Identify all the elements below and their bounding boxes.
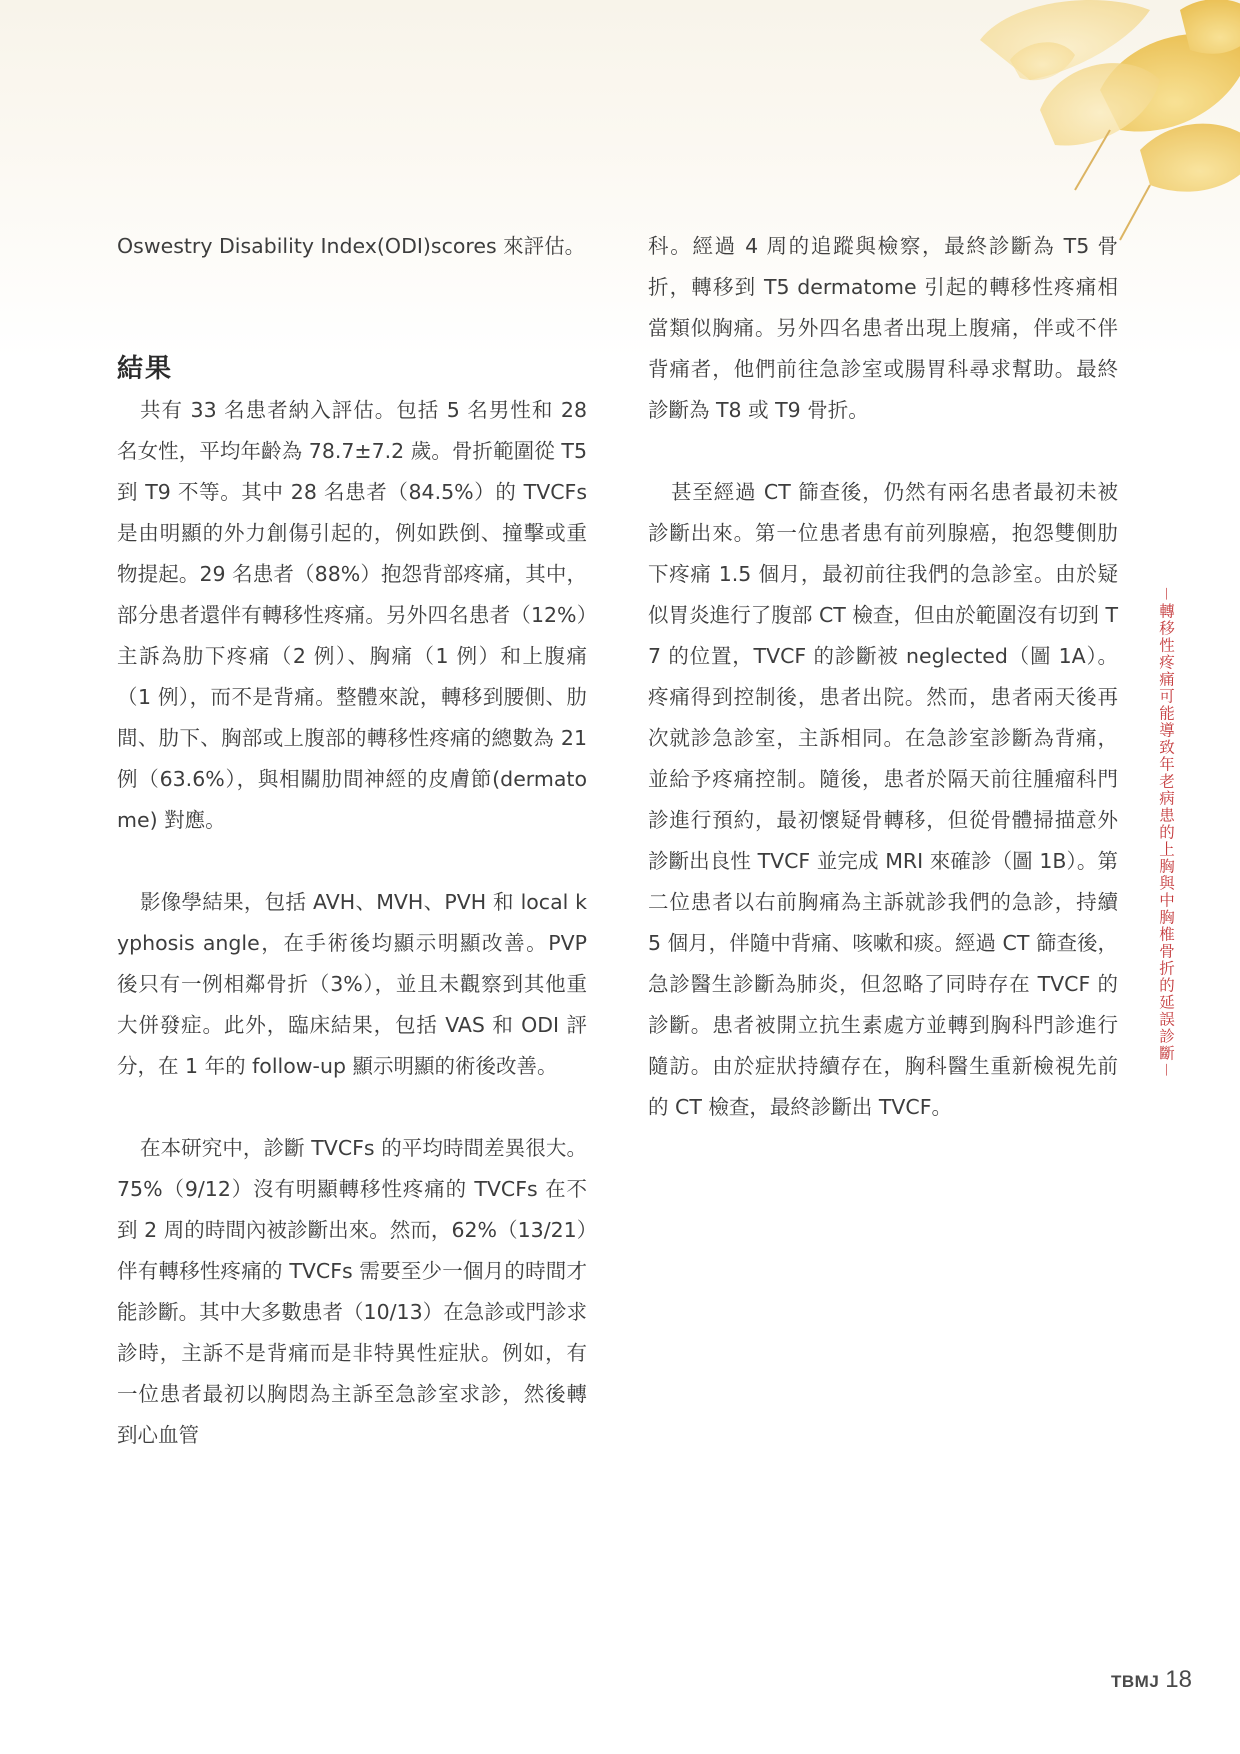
right-column	[648, 226, 1118, 1128]
left-column	[117, 226, 587, 1456]
page-number: 18	[1165, 1666, 1192, 1693]
page-footer	[1111, 1666, 1192, 1694]
paragraph-odi-scores: Oswestry Disability Index(ODI)scores 來評估。	[117, 234, 586, 258]
paragraph-case-continuation: 科。經過 4 周的追蹤與檢察，最終診斷為 T5 骨折，轉移到 T5 dermatome 引起的轉移性疼痛相當類似胸痛。另外四名患者出現上腹痛，伴或不伴背痛者，他們前往急診室或腸胃科尋求幫助。最終診斷為 T8 或 T9 骨折。	[648, 234, 1118, 422]
vertical-article-title: －轉移性疼痛可能導致年老病患的上胸與中胸椎骨折的延誤診斷－	[1157, 586, 1175, 1080]
journal-name: TBMJ	[1111, 1672, 1160, 1691]
paragraph-ct-missed-cases: 甚至經過 CT 篩查後，仍然有兩名患者最初未被診斷出來。第一位患者患有前列腺癌，抱怨雙側肋下疼痛 1.5 個月，最初前往我們的急診室。由於疑似胃炎進行了腹部 CT 檢查，但由於範圍沒有切到 T7 的位置，TVCF 的診斷被 neglected（圖 1A）。疼痛得到控制後，患者出院。然而，患者兩天後再次就診急診室，主訴相同。在急診室診斷為背痛，並給予疼痛控制。隨後，患者於隔天前往腫瘤科門診進行預約，最初懷疑骨轉移，但從骨體掃描意外診斷出良性 TVCF 並完成 MRI 來確診（圖 1B）。第二位患者以右前胸痛為主訴就診我們的急診，持續 5 個月，伴隨中背痛、咳嗽和痰。經過 CT 篩查後，急診醫生診斷為肺炎，但忽略了同時存在 TVCF 的診斷。患者被開立抗生素處方並轉到胸科門診進行隨訪。由於症狀持續存在，胸科醫生重新檢視先前的 CT 檢查，最終診斷出 TVCF。	[648, 480, 1118, 1119]
section-heading-results: 結果	[117, 354, 174, 384]
paragraph-imaging-results: 影像學結果，包括 AVH、MVH、PVH 和 local kyphosis angle，在手術後均顯示明顯改善。PVP 後只有一例相鄰骨折（3%），並且未觀察到其他重大併發症。此外，臨床結果，包括 VAS 和 ODI 評分，在 1 年的 follow-up 顯示明顯的術後改善。	[117, 890, 587, 1078]
paragraph-results: 共有 33 名患者納入評估。包括 5 名男性和 28 名女性，平均年齡為 78.7±7.2 歲。骨折範圍從 T5 到 T9 不等。其中 28 名患者（84.5%）的 TVCFs 是由明顯的外力創傷引起的，例如跌倒、撞擊或重物提起。29 名患者（88%）抱怨背部疼痛，其中，部分患者還伴有轉移性疼痛。另外四名患者（12%）主訴為肋下疼痛（2 例）、胸痛（1 例）和上腹痛（1 例），而不是背痛。整體來說，轉移到腰側、肋間、肋下、胸部或上腹部的轉移性疼痛的總數為 21 例（63.6%），與相關肋間神經的皮膚節(dermatome) 對應。	[117, 398, 587, 832]
paragraph-diagnosis-time: 在本研究中，診斷 TVCFs 的平均時間差異很大。75%（9/12）沒有明顯轉移性疼痛的 TVCFs 在不到 2 周的時間內被診斷出來。然而，62%（13/21）伴有轉移性疼痛的 TVCFs 需要至少一個月的時間才能診斷。其中大多數患者（10/13）在急診或門診求診時，主訴不是背痛而是非特異性症狀。例如，有一位患者最初以胸悶為主訴至急診室求診，然後轉到心血管	[117, 1136, 587, 1447]
